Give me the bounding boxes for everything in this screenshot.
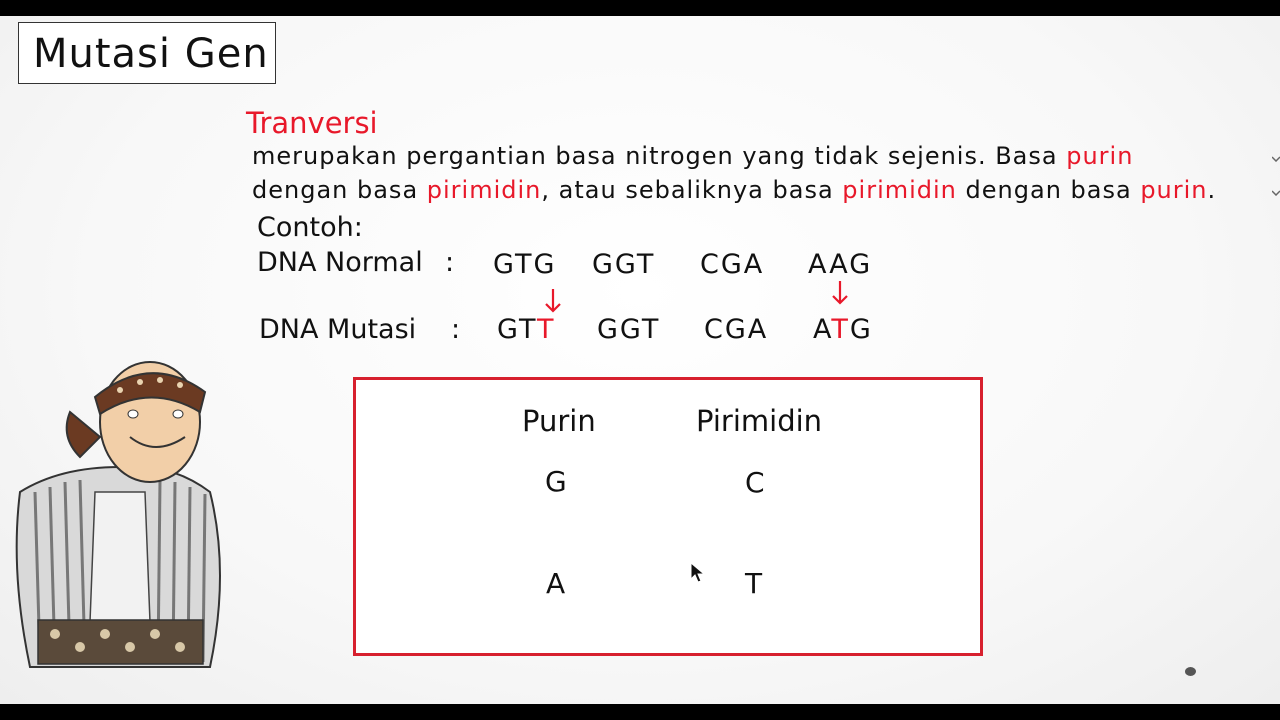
- definition-text: dengan basa: [956, 176, 1141, 204]
- pirimidin-base-t: T: [745, 567, 763, 600]
- normal-codon-1: GTG: [493, 249, 557, 280]
- term-purin: purin: [1066, 142, 1134, 170]
- example-label: Contoh:: [257, 212, 363, 243]
- edge-mark-icon: [1272, 156, 1280, 162]
- normal-codon-2: GGT: [592, 249, 656, 280]
- purin-header: Purin: [522, 404, 596, 438]
- codon-base: G: [849, 314, 873, 345]
- normal-codon-4: AAG: [808, 249, 873, 280]
- definition-text: , atau sebaliknya basa: [541, 176, 843, 204]
- term-purin: purin: [1140, 176, 1208, 204]
- mouse-pointer-icon: [690, 562, 706, 584]
- mutant-codon-1: [497, 314, 555, 345]
- mutation-arrow-icon: [543, 288, 563, 314]
- edge-mark-icon: [1272, 190, 1280, 196]
- slide-indicator-dot: [1185, 667, 1196, 676]
- definition-text: .: [1207, 176, 1217, 204]
- definition-line-1: [252, 142, 1133, 170]
- cartoon-character-illustration: [0, 342, 235, 682]
- dna-mutasi-colon: :: [451, 314, 461, 345]
- pirimidin-header: Pirimidin: [696, 404, 823, 438]
- title-box: [18, 22, 276, 84]
- base-classification-box: [353, 377, 983, 656]
- purin-base-a: A: [546, 567, 566, 600]
- section-heading: Tranversi: [246, 106, 378, 140]
- slide: [0, 16, 1280, 704]
- slide-title: Mutasi Gen: [33, 31, 269, 77]
- normal-codon-3: CGA: [700, 249, 765, 280]
- dna-mutasi-label: DNA Mutasi: [259, 314, 417, 345]
- dna-normal-label: DNA Normal: [257, 247, 423, 278]
- term-pirimidin: pirimidin: [842, 176, 957, 204]
- mutant-codon-2: GGT: [597, 314, 661, 345]
- mutation-arrow-icon: [830, 280, 850, 306]
- codon-base: GT: [497, 314, 537, 345]
- definition-text: dengan basa: [252, 176, 427, 204]
- definition-text: merupakan pergantian basa nitrogen yang tidak sejenis. Basa: [252, 142, 1067, 170]
- mutated-base: T: [536, 314, 556, 345]
- dna-normal-colon: :: [445, 247, 455, 278]
- mutant-codon-3: CGA: [704, 314, 769, 345]
- pirimidin-base-c: C: [745, 466, 765, 499]
- codon-base: A: [813, 314, 832, 345]
- mutated-base: T: [831, 314, 850, 345]
- definition-line-2: [252, 176, 1216, 204]
- mutant-codon-4: [813, 314, 873, 345]
- term-pirimidin: pirimidin: [426, 176, 542, 204]
- purin-base-g: G: [545, 465, 567, 498]
